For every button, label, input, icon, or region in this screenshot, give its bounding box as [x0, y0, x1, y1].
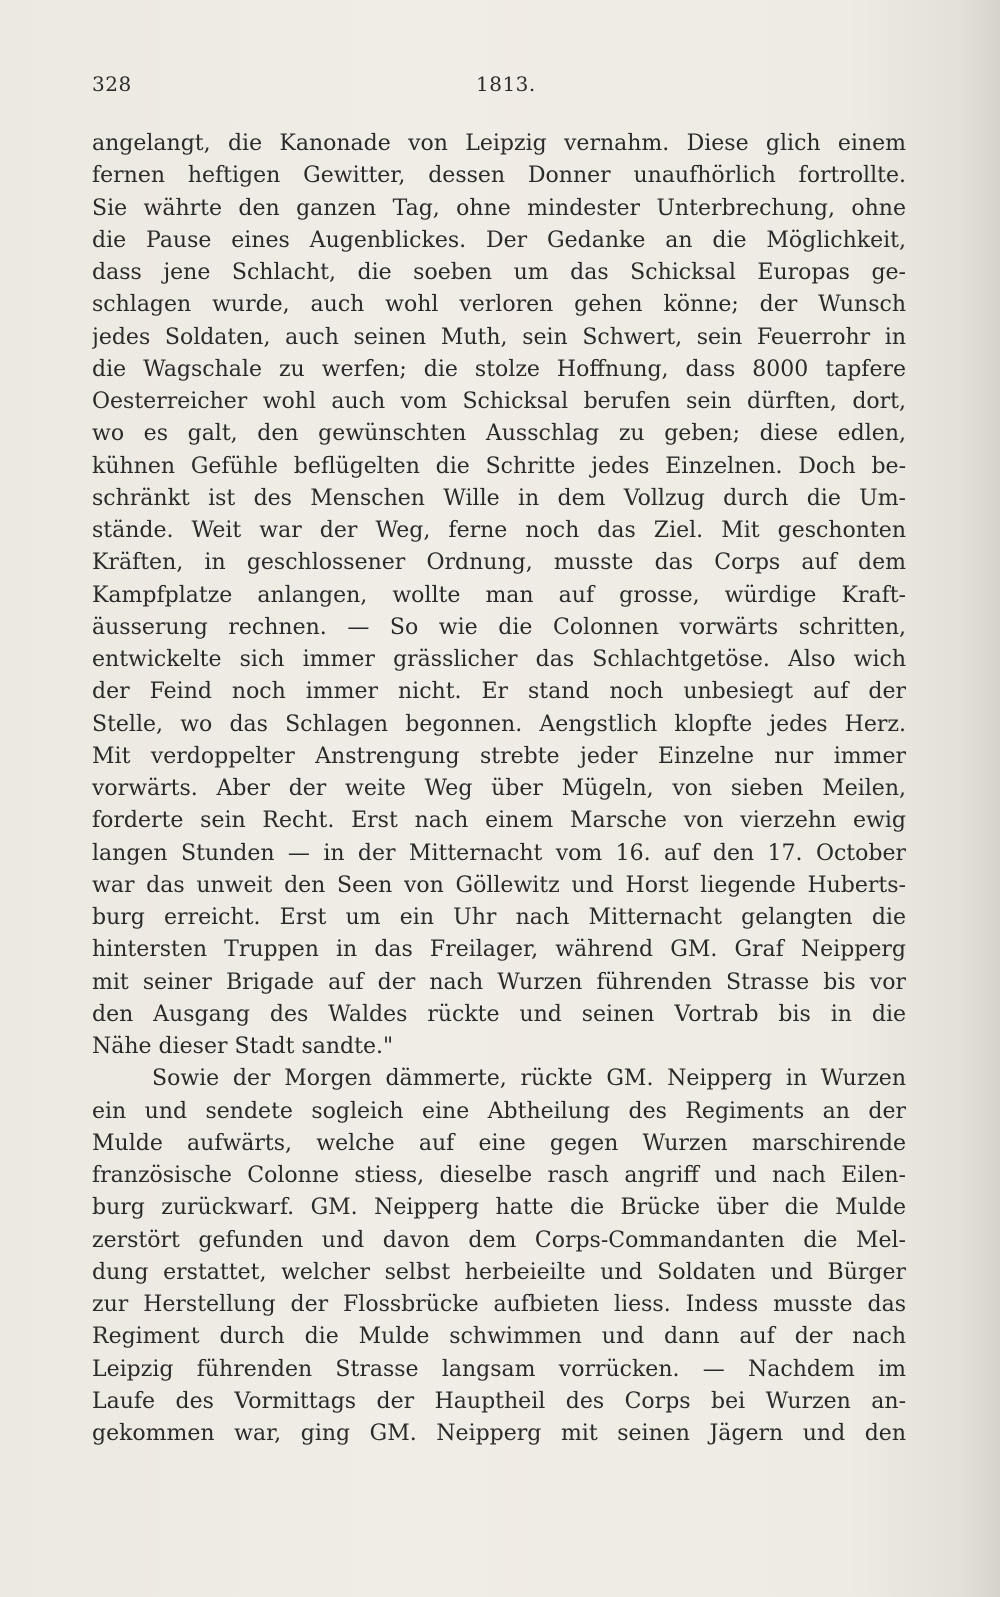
- page-header: [92, 72, 892, 102]
- text-line: burg zurückwarf. GM. Neipperg hatte die Brücke über die Mulde: [92, 1195, 906, 1221]
- running-head: 1813.: [476, 72, 536, 96]
- text-line: Mit verdoppelter Anstrengung strebte jeder Einzelne nur immer: [92, 743, 906, 769]
- text-line: äusserung rechnen. — So wie die Colonnen vorwärts schritten,: [92, 614, 906, 640]
- text-line: Laufe des Vormittags der Hauptheil des Corps bei Wurzen an-: [92, 1388, 906, 1414]
- text-line: die Wagschale zu werfen; die stolze Hoffnung, dass 8000 tapfere: [92, 356, 906, 382]
- body-text: [92, 128, 906, 1450]
- text-line: mit seiner Brigade auf der nach Wurzen führenden Strasse bis vor: [92, 969, 906, 995]
- text-line: kühnen Gefühle beflügelten die Schritte jedes Einzelnen. Doch be-: [92, 453, 906, 479]
- text-line: Kräften, in geschlossener Ordnung, musste das Corps auf dem: [92, 550, 906, 576]
- text-line: der Feind noch immer nicht. Er stand noch unbesiegt auf der: [92, 679, 906, 705]
- text-line: gekommen war, ging GM. Neipperg mit seinen Jägern und den: [92, 1421, 906, 1446]
- text-line: burg erreicht. Erst um ein Uhr nach Mitternacht gelangten die: [92, 905, 906, 930]
- text-line: angelangt, die Kanonade von Leipzig vernahm. Diese glich einem: [92, 131, 906, 156]
- text-line: stände. Weit war der Weg, ferne noch das Ziel. Mit geschonten: [92, 518, 906, 543]
- text-line: Stelle, wo das Schlagen begonnen. Aengstlich klopfte jedes Herz.: [92, 711, 906, 737]
- text-line: ein und sendete sogleich eine Abtheilung des Regiments an der: [92, 1098, 906, 1124]
- text-line: fernen heftigen Gewitter, dessen Donner unaufhörlich fortrollte.: [92, 163, 906, 189]
- text-line: hintersten Truppen in das Freilager, während GM. Graf Neipperg: [92, 937, 906, 963]
- text-line: Oesterreicher wohl auch vom Schicksal berufen sein dürften, dort,: [92, 389, 906, 414]
- text-line: Leipzig führenden Strasse langsam vorrücken. — Nachdem im: [92, 1356, 906, 1382]
- paragraph-end-line: Nähe dieser Stadt sandte.": [92, 1034, 394, 1059]
- text-line: schränkt ist des Menschen Wille in dem Vollzug durch die Um-: [92, 485, 906, 511]
- text-line: schlagen wurde, auch wohl verloren gehen könne; der Wunsch: [92, 292, 906, 318]
- text-line: entwickelte sich immer grässlicher das Schlachtgetöse. Also wich: [92, 647, 906, 672]
- text-line: forderte sein Recht. Erst nach einem Marsche von vierzehn ewig: [92, 808, 906, 834]
- text-line: zur Herstellung der Flossbrücke aufbieten liess. Indess musste das: [92, 1292, 906, 1317]
- text-line: dass jene Schlacht, die soeben um das Schicksal Europas ge-: [92, 260, 906, 285]
- text-line: dung erstattet, welcher selbst herbeieilte und Soldaten und Bürger: [92, 1259, 906, 1285]
- text-line: die Pause eines Augenblickes. Der Gedanke an die Möglichkeit,: [92, 227, 906, 253]
- text-line: war das unweit den Seen von Göllewitz und Horst liegende Huberts-: [92, 872, 906, 898]
- text-line: Regiment durch die Mulde schwimmen und dann auf der nach: [92, 1324, 906, 1350]
- text-line: Mulde aufwärts, welche auf eine gegen Wurzen marschirende: [92, 1130, 906, 1156]
- text-line: den Ausgang des Waldes rückte und seinen Vortrab bis in die: [92, 1001, 906, 1027]
- paragraph-first-line: Sowie der Morgen dämmerte, rückte GM. Neipperg in Wurzen: [152, 1066, 906, 1092]
- text-line: jedes Soldaten, auch seinen Muth, sein Schwert, sein Feuerrohr in: [92, 324, 906, 350]
- text-line: zerstört gefunden und davon dem Corps-Commandanten die Mel-: [92, 1227, 906, 1253]
- page-number: 328: [92, 72, 132, 96]
- text-line: Sie währte den ganzen Tag, ohne mindester Unterbrechung, ohne: [92, 195, 906, 221]
- text-line: vorwärts. Aber der weite Weg über Mügeln, von sieben Meilen,: [92, 776, 906, 801]
- text-line: langen Stunden — in der Mitternacht vom 16. auf den 17. October: [92, 840, 906, 866]
- text-line: wo es galt, den gewünschten Ausschlag zu geben; diese edlen,: [92, 421, 906, 447]
- text-line: Kampfplatze anlangen, wollte man auf grosse, würdige Kraft-: [92, 582, 906, 608]
- text-line: französische Colonne stiess, dieselbe rasch angriff und nach Eilen-: [92, 1163, 906, 1188]
